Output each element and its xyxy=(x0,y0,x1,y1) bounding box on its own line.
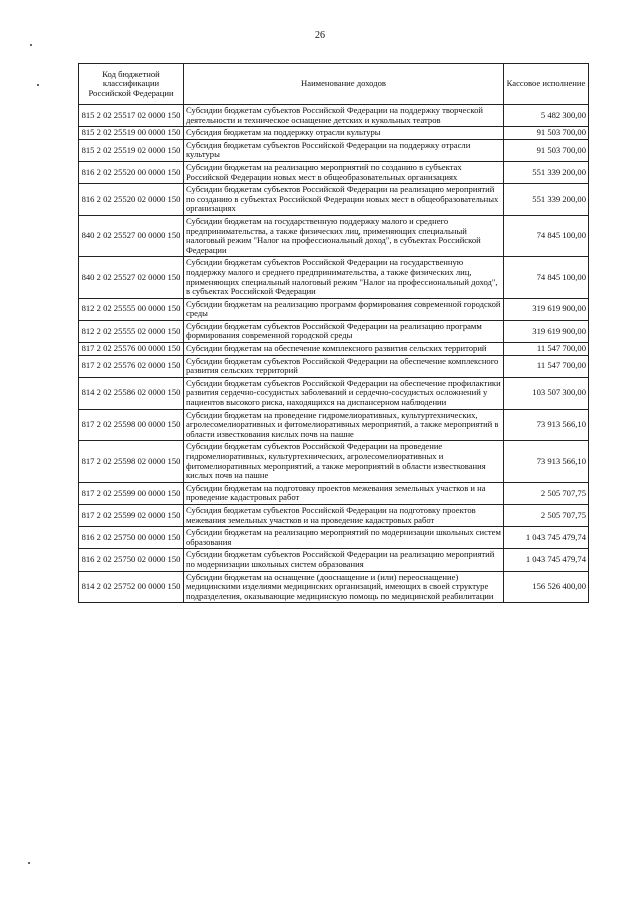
row-revenue-name: Субсидии бюджетам на государственную поддержку малого и среднего предпринимательства, а также физических лиц, применяющих специальный налоговый режим "Налог на профессиональный доход", в субъектах Российской Федерации xyxy=(184,215,504,256)
header-revenue-name: Наименование доходов xyxy=(184,64,504,105)
row-cash-amount: 1 043 745 479,74 xyxy=(504,527,589,549)
table-row xyxy=(79,257,589,298)
row-revenue-name: Субсидии бюджетам субъектов Российской Федерации на проведение гидромелиоративных, культуртехнических, агролесомелиоративных и фитомелиоративных мероприятий, а также мероприятий в области известкования кислых почв на пашне xyxy=(184,441,504,482)
table-row xyxy=(79,441,589,482)
row-budget-code: 840 2 02 25527 00 0000 150 xyxy=(79,215,184,256)
row-revenue-name: Субсидии бюджетам на обеспечение комплексного развития сельских территорий xyxy=(184,343,504,356)
table-row xyxy=(79,184,589,216)
row-budget-code: 816 2 02 25520 00 0000 150 xyxy=(79,161,184,183)
row-budget-code: 814 2 02 25586 02 0000 150 xyxy=(79,377,184,409)
table-row xyxy=(79,549,589,571)
row-budget-code: 816 2 02 25750 00 0000 150 xyxy=(79,527,184,549)
row-budget-code: 814 2 02 25752 00 0000 150 xyxy=(79,571,184,603)
row-revenue-name: Субсидии бюджетам субъектов Российской Федерации на реализацию мероприятий по модернизации школьных систем образования xyxy=(184,549,504,571)
row-revenue-name: Субсидии бюджетам на реализацию программ формирования современной городской среды xyxy=(184,298,504,320)
row-budget-code: 815 2 02 25519 00 0000 150 xyxy=(79,127,184,140)
table-row xyxy=(79,215,589,256)
row-cash-amount: 551 339 200,00 xyxy=(504,161,589,183)
row-cash-amount: 73 913 566,10 xyxy=(504,409,589,441)
header-cash-execution: Кассовое исполнение xyxy=(504,64,589,105)
table-row xyxy=(79,355,589,377)
row-budget-code: 812 2 02 25555 00 0000 150 xyxy=(79,298,184,320)
row-budget-code: 815 2 02 25519 02 0000 150 xyxy=(79,139,184,161)
row-cash-amount: 91 503 700,00 xyxy=(504,127,589,140)
row-cash-amount: 551 339 200,00 xyxy=(504,184,589,216)
scan-speck xyxy=(37,84,39,86)
row-revenue-name: Субсидии бюджетам субъектов Российской Федерации на поддержку творческой деятельности и техническое оснащение детских и кукольных театров xyxy=(184,105,504,127)
row-cash-amount: 156 526 400,00 xyxy=(504,571,589,603)
row-cash-amount: 74 845 100,00 xyxy=(504,215,589,256)
row-revenue-name: Субсидии бюджетам на оснащение (дооснащение и (или) переоснащение) медицинскими изделиями медицинских организаций, имеющих в своей структуре подразделения, оказывающие медицинскую помощь по медицинской реабилитации xyxy=(184,571,504,603)
row-cash-amount: 5 482 300,00 xyxy=(504,105,589,127)
row-cash-amount: 2 505 707,75 xyxy=(504,504,589,526)
row-budget-code: 812 2 02 25555 02 0000 150 xyxy=(79,320,184,342)
table-header-row xyxy=(79,64,589,105)
row-revenue-name: Субсидия бюджетам субъектов Российской Федерации на поддержку отрасли культуры xyxy=(184,139,504,161)
row-budget-code: 817 2 02 25576 02 0000 150 xyxy=(79,355,184,377)
table-row xyxy=(79,298,589,320)
table-row xyxy=(79,504,589,526)
row-revenue-name: Субсидии бюджетам субъектов Российской Федерации на обеспечение комплексного развития сельских территорий xyxy=(184,355,504,377)
row-revenue-name: Субсидия бюджетам на поддержку отрасли культуры xyxy=(184,127,504,140)
table-row xyxy=(79,161,589,183)
row-cash-amount: 319 619 900,00 xyxy=(504,320,589,342)
table-row xyxy=(79,527,589,549)
row-budget-code: 840 2 02 25527 02 0000 150 xyxy=(79,257,184,298)
row-budget-code: 817 2 02 25598 02 0000 150 xyxy=(79,441,184,482)
row-revenue-name: Субсидии бюджетам на реализацию мероприятий по созданию в субъектах Российской Федерации новых мест в общеобразовательных организациях xyxy=(184,161,504,183)
page-number: 26 xyxy=(315,30,325,41)
row-revenue-name: Субсидии бюджетам субъектов Российской Федерации на реализацию программ формирования современной городской среды xyxy=(184,320,504,342)
table-row xyxy=(79,482,589,504)
row-cash-amount: 91 503 700,00 xyxy=(504,139,589,161)
row-budget-code: 817 2 02 25599 00 0000 150 xyxy=(79,482,184,504)
row-cash-amount: 103 507 300,00 xyxy=(504,377,589,409)
revenue-table xyxy=(78,63,589,603)
row-budget-code: 815 2 02 25517 02 0000 150 xyxy=(79,105,184,127)
row-revenue-name: Субсидии бюджетам субъектов Российской Федерации на обеспечение профилактики развития сердечно-сосудистых заболеваний и сердечно-сосудистых осложнений у пациентов высокого риска, находящихся на диспансерном наблюдении xyxy=(184,377,504,409)
row-revenue-name: Субсидии бюджетам на подготовку проектов межевания земельных участков и на проведение кадастровых работ xyxy=(184,482,504,504)
row-revenue-name: Субсидии бюджетам субъектов Российской Федерации на реализацию мероприятий по созданию в субъектах Российской Федерации новых мест в общеобразовательных организациях xyxy=(184,184,504,216)
table-row xyxy=(79,320,589,342)
row-cash-amount: 73 913 566,10 xyxy=(504,441,589,482)
table-row xyxy=(79,105,589,127)
table-row xyxy=(79,571,589,603)
scan-speck xyxy=(28,862,30,864)
row-budget-code: 817 2 02 25598 00 0000 150 xyxy=(79,409,184,441)
row-revenue-name: Субсидия бюджетам субъектов Российской Федерации на подготовку проектов межевания земельных участков и на проведение кадастровых работ xyxy=(184,504,504,526)
header-budget-code: Код бюджетной классификации Российской Федерации xyxy=(79,64,184,105)
table-row xyxy=(79,343,589,356)
row-revenue-name: Субсидии бюджетам на проведение гидромелиоративных, культуртехнических, агролесомелиоративных и фитомелиоративных мероприятий, а также мероприятий в области известкования кислых почв на пашне xyxy=(184,409,504,441)
table-row xyxy=(79,377,589,409)
row-revenue-name: Субсидии бюджетам субъектов Российской Федерации на государственную поддержку малого и среднего предпринимательства, а также физических лиц, применяющих специальный налоговый режим "Налог на профессиональный доход", в субъектах Российской Федерации xyxy=(184,257,504,298)
row-budget-code: 816 2 02 25520 02 0000 150 xyxy=(79,184,184,216)
scan-speck xyxy=(30,44,32,46)
table-row xyxy=(79,409,589,441)
row-cash-amount: 11 547 700,00 xyxy=(504,343,589,356)
row-cash-amount: 1 043 745 479,74 xyxy=(504,549,589,571)
row-cash-amount: 319 619 900,00 xyxy=(504,298,589,320)
row-budget-code: 817 2 02 25576 00 0000 150 xyxy=(79,343,184,356)
row-cash-amount: 11 547 700,00 xyxy=(504,355,589,377)
table-row xyxy=(79,139,589,161)
row-budget-code: 816 2 02 25750 02 0000 150 xyxy=(79,549,184,571)
row-cash-amount: 2 505 707,75 xyxy=(504,482,589,504)
table-row xyxy=(79,127,589,140)
row-revenue-name: Субсидии бюджетам на реализацию мероприятий по модернизации школьных систем образования xyxy=(184,527,504,549)
row-cash-amount: 74 845 100,00 xyxy=(504,257,589,298)
row-budget-code: 817 2 02 25599 02 0000 150 xyxy=(79,504,184,526)
